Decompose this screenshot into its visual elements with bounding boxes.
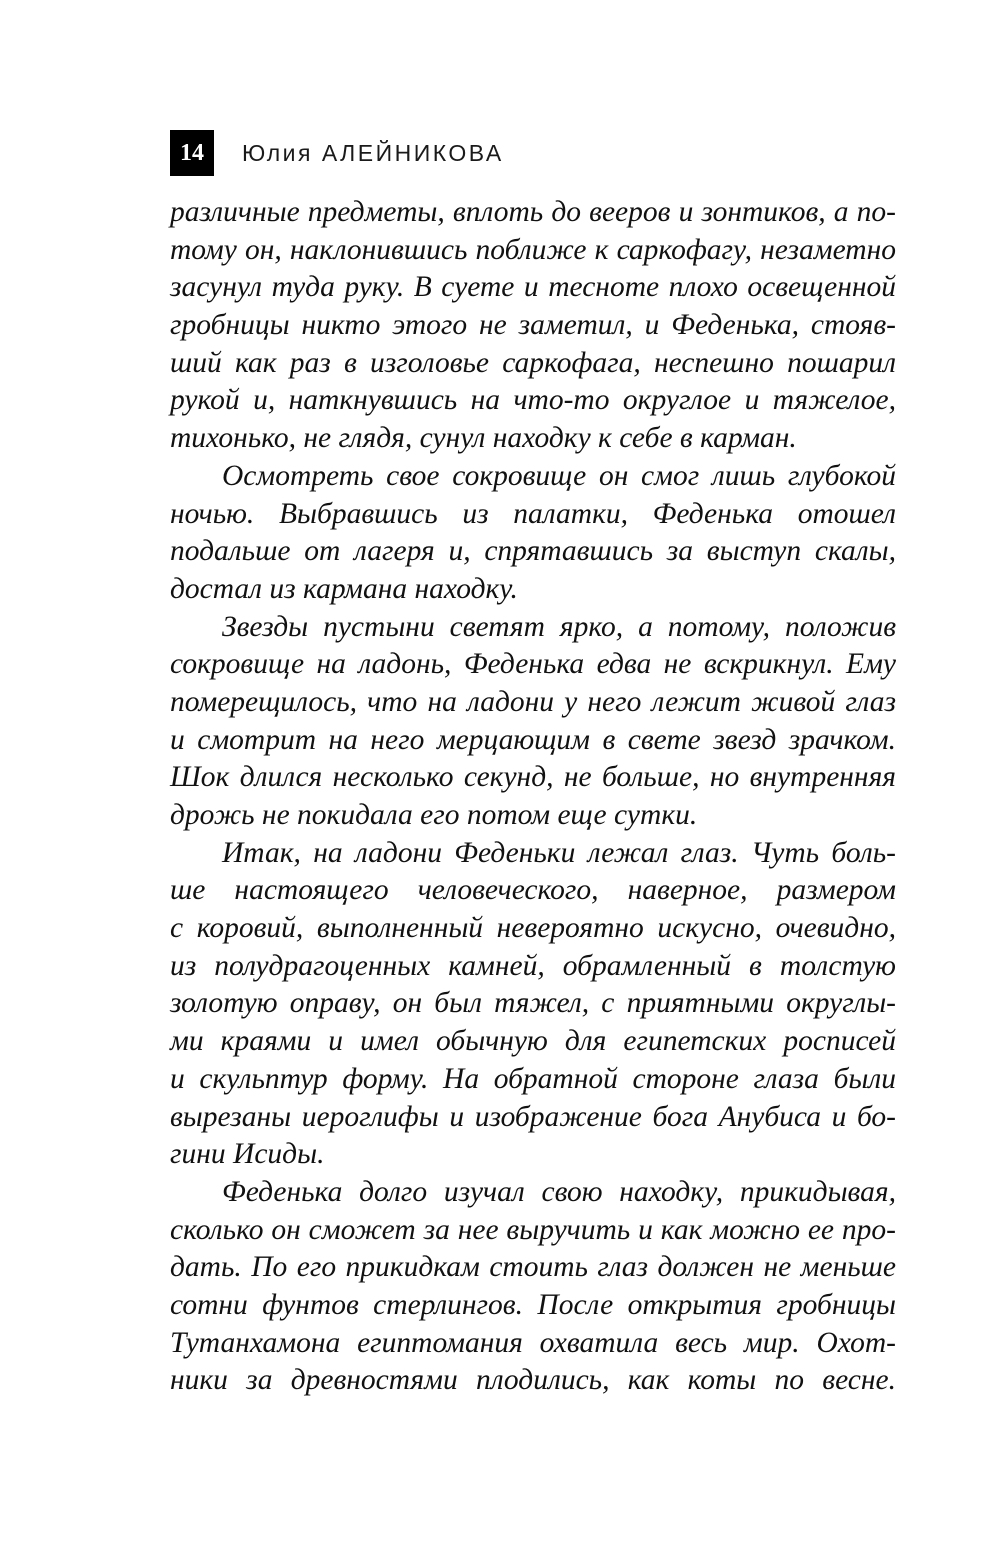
text-line: Итак, на ладони Феденьки лежал глаз. Чуть боль- — [222, 836, 896, 869]
text-line: ночью. Выбравшись из палатки, Феденька отошел — [170, 497, 896, 530]
paragraph — [170, 1174, 896, 1400]
text-line: с коровий, выполненный невероятно искусно, очевидно, — [170, 912, 896, 945]
text-line: тому он, наклонившись поближе к саркофагу, незаметно — [170, 233, 896, 266]
text-line: засунул туда руку. В суете и тесноте плохо освещенной — [170, 271, 896, 304]
text-line: сокровище на ладонь, Феденька едва не вскрикнул. Ему — [170, 648, 896, 681]
text-line: золотую оправу, он был тяжел, с приятными округлы- — [170, 987, 896, 1020]
paragraph — [170, 609, 896, 835]
text-line: Звезды пустыни светят ярко, а потому, положив — [222, 610, 896, 643]
text-line: подальше от лагеря и, спрятавшись за выступ скалы, — [170, 535, 896, 568]
text-line: тихонько, не глядя, сунул находку к себе в карман. — [170, 422, 797, 455]
text-line: ники за древностями плодились, как коты по весне. — [170, 1364, 896, 1397]
paragraph — [170, 835, 896, 1174]
text-line: ми краями и имел обычную для египетских росписей — [170, 1025, 896, 1058]
text-line: Осмотреть свое сокровище он смог лишь глубокой — [222, 459, 896, 492]
paragraph — [170, 458, 896, 609]
text-line: сколько он сможет за нее выручить и как можно ее про- — [170, 1213, 896, 1246]
text-line: сотни фунтов стерлингов. После открытия гробницы — [170, 1288, 896, 1321]
text-line: померещилось, что на ладони у него лежит живой глаз — [170, 685, 896, 718]
text-line: ше настоящего человеческого, наверное, размером — [170, 874, 896, 907]
running-head: Юлия АЛЕЙНИКОВА — [242, 140, 504, 166]
text-line: и скульптур форму. На обратной стороне глаза были — [170, 1062, 896, 1095]
text-line: гини Исиды. — [170, 1138, 325, 1171]
text-line: Феденька долго изучал свою находку, прикидывая, — [222, 1175, 896, 1208]
page-header — [170, 130, 504, 176]
text-line: достал из кармана находку. — [170, 572, 518, 605]
text-line: Тутанхамона египтомания охватила весь мир. Охот- — [170, 1326, 896, 1359]
paragraph — [170, 194, 896, 458]
text-line: и смотрит на него мерцающим в свете звезд зрачком. — [170, 723, 896, 756]
text-line: различные предметы, вплоть до вееров и зонтиков, а по- — [170, 196, 896, 228]
text-line: из полудрагоценных камней, обрамленный в толстую — [170, 949, 896, 982]
text-line: вырезаны иероглифы и изображение бога Анубиса и бо- — [170, 1100, 896, 1133]
page-number: 14 — [170, 130, 214, 176]
text-line: дрожь не покидала его потом еще сутки. — [170, 799, 698, 831]
text-line: дать. По его прикидкам стоить глаз должен не меньше — [170, 1251, 896, 1284]
text-line: Шок длился несколько секунд, не больше, но внутренняя — [170, 761, 896, 794]
body-text — [170, 194, 896, 1400]
text-line: рукой и, наткнувшись на что-то округлое и тяжелое, — [170, 384, 896, 417]
text-line: гробницы никто этого не заметил, и Феденька, стояв- — [170, 309, 896, 342]
text-line: ший как раз в изголовье саркофага, неспешно пошарил — [170, 346, 896, 379]
